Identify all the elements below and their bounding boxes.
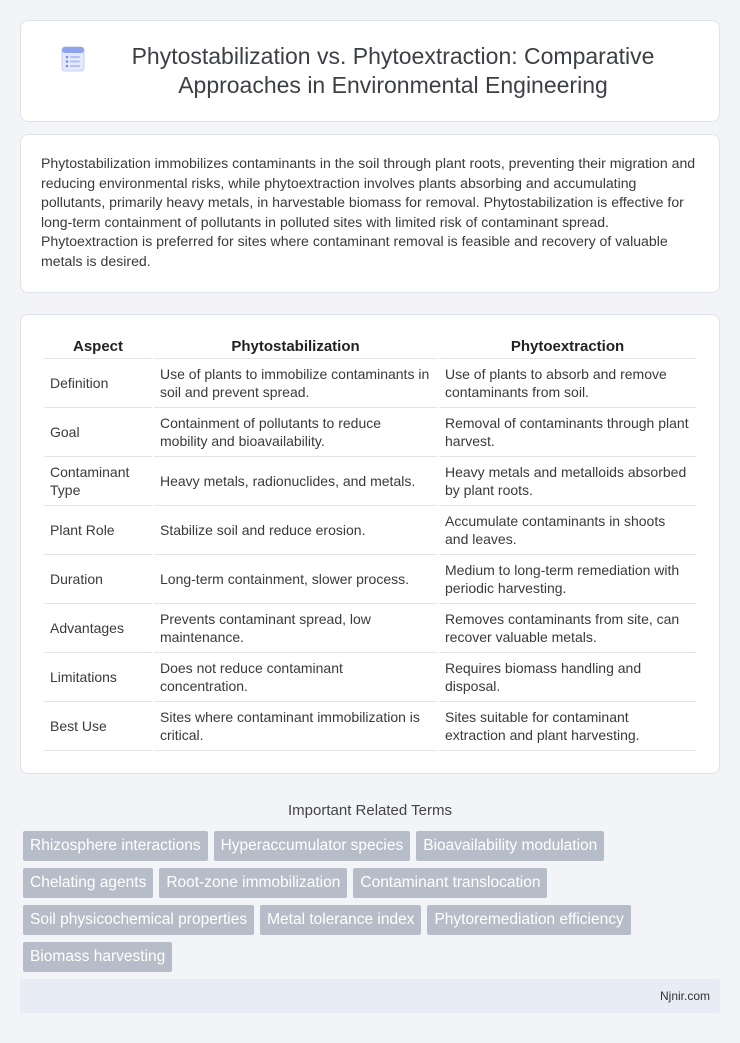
title-card xyxy=(20,20,720,122)
header-phytostabilization: Phytostabilization xyxy=(154,335,437,359)
table-row xyxy=(44,506,696,555)
table-row xyxy=(44,555,696,604)
related-terms-heading: Important Related Terms xyxy=(288,802,452,819)
row-phytostabilization: Use of plants to immobilize contaminants in soil and prevent spread. xyxy=(154,359,437,408)
row-phytoextraction: Removal of contaminants through plant harvest. xyxy=(439,408,696,457)
table-row xyxy=(44,702,696,751)
row-phytostabilization: Long-term containment, slower process. xyxy=(154,555,437,604)
row-aspect: Plant Role xyxy=(44,506,152,555)
row-phytostabilization: Prevents contaminant spread, low maintenance. xyxy=(154,604,437,653)
term-tag[interactable]: Hyperaccumulator species xyxy=(214,831,411,861)
row-phytostabilization: Containment of pollutants to reduce mobility and bioavailability. xyxy=(154,408,437,457)
header-phytoextraction: Phytoextraction xyxy=(439,335,696,359)
row-phytoextraction: Heavy metals and metalloids absorbed by plant roots. xyxy=(439,457,696,506)
row-phytoextraction: Medium to long-term remediation with periodic harvesting. xyxy=(439,555,696,604)
row-aspect: Duration xyxy=(44,555,152,604)
table-header-row xyxy=(44,335,696,359)
term-tag[interactable]: Soil physicochemical properties xyxy=(23,905,254,935)
term-tag[interactable]: Biomass harvesting xyxy=(23,942,172,972)
footer-site[interactable]: Njnir.com xyxy=(659,989,710,1003)
row-phytoextraction: Requires biomass handling and disposal. xyxy=(439,653,696,702)
summary-text: Phytostabilization immobilizes contaminants in the soil through plant roots, preventing their migration and reducing environmental risks, while phytoextraction involves plants absorbing and accumulating pollutants, primarily heavy metals, in harvestable biomass for removal. Phytostabilization is effective for long-term containment of pollutants in polluted sites with limited risk of contaminant spread. Phytoextraction is preferred for sites where contaminant removal is feasible and recovery of valuable metals is desired. xyxy=(41,155,696,269)
row-phytoextraction: Removes contaminants from site, can recover valuable metals. xyxy=(439,604,696,653)
related-terms-section xyxy=(20,802,720,972)
row-phytostabilization: Sites where contaminant immobilization is critical. xyxy=(154,702,437,751)
table-row xyxy=(44,359,696,408)
related-terms-list xyxy=(20,831,680,972)
table-row xyxy=(44,604,696,653)
page-title: Phytostabilization vs. Phytoextraction: Comparative Approaches in Environmental Engineering xyxy=(131,43,655,98)
row-phytoextraction: Accumulate contaminants in shoots and leaves. xyxy=(439,506,696,555)
summary-card xyxy=(20,134,720,293)
row-aspect: Definition xyxy=(44,359,152,408)
term-tag[interactable]: Phytoremediation efficiency xyxy=(427,905,630,935)
term-tag[interactable]: Chelating agents xyxy=(23,868,153,898)
title-wrap xyxy=(61,42,679,100)
row-aspect: Best Use xyxy=(44,702,152,751)
table-row xyxy=(44,408,696,457)
term-tag[interactable]: Rhizosphere interactions xyxy=(23,831,208,861)
row-phytoextraction: Sites suitable for contaminant extraction and plant harvesting. xyxy=(439,702,696,751)
row-phytostabilization: Heavy metals, radionuclides, and metals. xyxy=(154,457,437,506)
row-phytostabilization: Does not reduce contaminant concentration. xyxy=(154,653,437,702)
row-aspect: Goal xyxy=(44,408,152,457)
row-aspect: Limitations xyxy=(44,653,152,702)
term-tag[interactable]: Bioavailability modulation xyxy=(416,831,604,861)
comparison-table xyxy=(42,335,698,751)
table-row xyxy=(44,653,696,702)
header-aspect: Aspect xyxy=(44,335,152,359)
term-tag[interactable]: Root-zone immobilization xyxy=(159,868,347,898)
row-aspect: Contaminant Type xyxy=(44,457,152,506)
table-row xyxy=(44,457,696,506)
row-phytoextraction: Use of plants to absorb and remove contaminants from soil. xyxy=(439,359,696,408)
footer xyxy=(20,979,720,1013)
term-tag[interactable]: Contaminant translocation xyxy=(353,868,547,898)
comparison-table-card xyxy=(20,314,720,774)
row-phytostabilization: Stabilize soil and reduce erosion. xyxy=(154,506,437,555)
document-list-icon xyxy=(61,46,85,72)
row-aspect: Advantages xyxy=(44,604,152,653)
term-tag[interactable]: Metal tolerance index xyxy=(260,905,421,935)
